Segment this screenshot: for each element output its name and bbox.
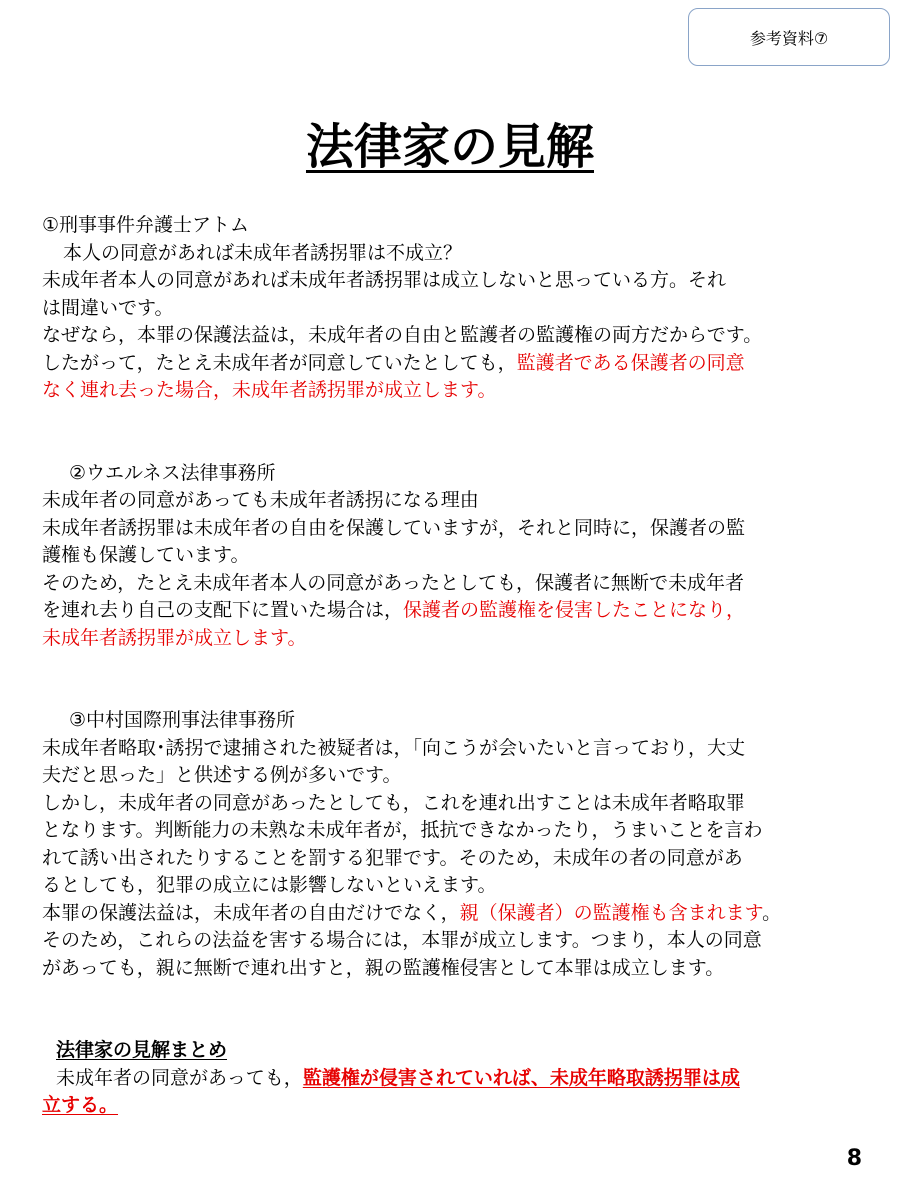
section-heading: ②ウエルネス法律事務所 [69,461,276,484]
summary-section [42,1037,862,1120]
body-line: しかし，未成年者の同意があったとしても，これを連れ出すことは未成年者略取罪 [42,791,745,814]
body-line: 夫だと思った」と供述する例が多いです。 [42,764,402,786]
body-line: となります。判断能力の未熟な未成年者が，抵抗できなかったり，うまいことを言わ [42,819,763,841]
body-text: を連れ去り自己の支配下に置いた場合は， [42,599,404,621]
reference-badge: 参考資料⑦ [688,8,890,66]
summary-line [42,1065,862,1093]
section-nakamura [42,707,862,982]
section-heading: ③中村国際刑事法律事務所 [69,709,296,731]
highlight-text: 親（保護者）の監護権も含まれます [459,901,763,924]
body-line: そのため，これらの法益を害する場合には，本罪が成立します。つまり，本人の同意 [42,929,762,951]
body-line: 未成年者の同意があっても未成年者誘拐になる理由 [42,489,479,511]
body-line: 護権も保護しています。 [42,544,250,566]
body-line: るとしても，犯罪の成立には影響しないといえます。 [42,874,497,896]
highlight-text: 保護者の監護権を侵害したことになり， [403,599,746,621]
body-text: 。 [762,901,782,924]
highlight-line: なく連れ去った場合，未成年者誘拐罪が成立します。 [42,379,497,401]
section-atom [42,212,862,405]
section-subheading: 本人の同意があれば未成年者誘拐罪は不成立？ [63,241,463,264]
body-line [42,597,862,625]
body-line: れて誘い出されたりすることを罰する犯罪です。そのため，未成年の者の同意があ [42,846,743,869]
body-line [42,350,862,378]
highlight-line: 未成年者誘拐罪が成立します。 [42,626,307,649]
highlight-text: 監護者である保護者の同意 [516,351,745,374]
document-body [42,212,862,1120]
section-wellness [42,460,862,653]
body-line [42,900,862,928]
body-line: 未成年者誘拐罪は未成年者の自由を保護していますが，それと同時に，保護者の監 [42,516,746,539]
body-line: なぜなら，本罪の保護法益は，未成年者の自由と監護者の監護権の両方だからです。 [42,324,763,346]
page-title: 法律家の見解 [305,119,594,175]
page-number: 8 [846,1146,862,1171]
body-text: 本罪の保護法益は，未成年者の自由だけでなく， [42,901,460,924]
body-line: は間違いです。 [42,296,174,319]
summary-highlight: 監護権が侵害されていれば、未成年略取誘拐罪は成 [302,1066,740,1089]
section-heading: ①刑事事件弁護士アトム [42,214,250,236]
summary-heading: 法律家の見解まとめ [56,1039,228,1061]
body-line: 未成年者本人の同意があれば未成年者誘拐罪は成立しないと思っている方。それ [42,269,727,291]
summary-highlight: 立する。 [42,1094,119,1116]
body-text: したがって，たとえ未成年者が同意していたとしても， [42,351,517,374]
body-text: 未成年者の同意があっても， [56,1066,303,1089]
body-line: そのため，たとえ未成年者本人の同意があったとしても，保護者に無断で未成年者 [42,571,745,594]
body-line: 未成年者略取･誘拐で逮捕された被疑者は，「向こうが会いたいと言っており，大丈 [42,736,746,759]
body-line: があっても，親に無断で連れ出すと，親の監護権侵害として本罪は成立します。 [42,956,725,979]
